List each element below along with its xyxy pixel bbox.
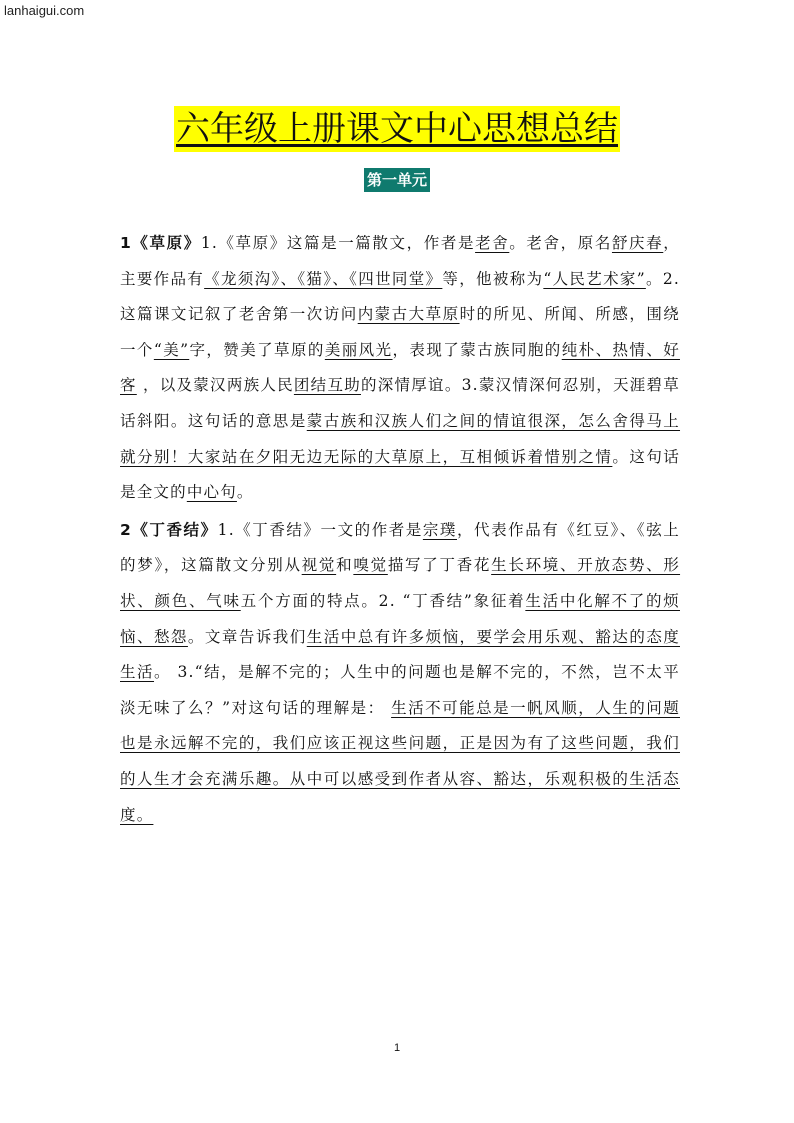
underlined-key-point: 纯朴、热情、好客 (120, 340, 680, 395)
paragraph-lesson-2 (120, 513, 680, 833)
underlined-key-point: 生活中化解不了的烦恼、愁怨 (120, 591, 680, 646)
page-title: 六年级上册课文中心思想总结 (174, 106, 620, 152)
underlined-key-point: 《龙须沟》、《猫》、《四世同堂》 (204, 269, 443, 288)
title-container (0, 106, 794, 152)
paragraph-text: 等，他被称为 (442, 269, 544, 288)
page-number: 1 (393, 1042, 401, 1054)
unit-container (0, 168, 794, 192)
paragraph-text: 。 (236, 483, 254, 502)
underlined-key-point: 舒庆春 (611, 234, 664, 252)
paragraph-text: 。老舍，原名 (509, 234, 612, 252)
lesson-heading: 1《草原》 (120, 234, 201, 252)
underlined-key-point: 蒙古族和汉族人们之间的情谊很深，怎么舍得马上就分别！大家站在夕阳无边无际的大草原上，互相倾诉着惜别之情 (120, 411, 681, 466)
paragraph-text: 的深情厚谊。3.蒙汉情深何忍别，天涯碧草话斜阳。这句话的意思是 (120, 376, 681, 430)
document-body (120, 226, 680, 833)
paragraph-text: 1.《草原》这篇是一篇散文，作者是 (200, 234, 476, 252)
paragraph-lesson-1 (120, 226, 680, 511)
paragraph-text: 描写了丁香花 (387, 556, 492, 575)
watermark-text: lanhaigui.com (4, 3, 85, 18)
paragraph-text: ，表现了蒙古族同胞的 (392, 340, 562, 359)
paragraph-text: 字，赞美了草原的 (189, 340, 325, 359)
paragraph-text: 。文章告诉我们 (187, 627, 307, 646)
underlined-key-point: 生活不可能总是一帆风顺，人生的问题也是永远解不完的，我们应该正视这些问题，正是因为有了这些问题，我们的人生才会充满乐趣。从中可以感受到作者从容、豁达，乐观积极的生活态度。 (120, 698, 680, 824)
underlined-key-point: 嗅觉 (353, 556, 388, 575)
paragraph-text: 1.《丁香结》一文的作者是 (217, 520, 423, 539)
paragraph-text: 时的所见、所闻、所感，围绕一个 (120, 305, 680, 359)
paragraph-text: 。这句话是全文的 (120, 447, 680, 502)
underlined-key-point: 视觉 (301, 556, 337, 575)
paragraph-text: ，代表作品有《红豆》、《弦上的梦》，这篇散文分别从 (120, 520, 680, 575)
paragraph-text: ，以及蒙汉两族人民 (136, 376, 294, 395)
unit-heading: 第一单元 (364, 168, 430, 192)
underlined-key-point: 老舍 (475, 234, 510, 252)
lesson-heading: 2《丁香结》 (120, 520, 218, 539)
underlined-key-point: 生长环境、开放态势、形状、颜色、气味 (120, 556, 681, 610)
paragraph-text: ，主要作品有 (120, 234, 680, 288)
underlined-key-point: 宗璞 (422, 520, 457, 539)
underlined-key-point: 中心句 (186, 483, 237, 502)
underlined-key-point: 团结互助 (293, 376, 361, 395)
underlined-key-point: “美” (153, 340, 190, 359)
paragraph-text: 和 (336, 556, 354, 575)
underlined-key-point: 内蒙古大草原 (357, 305, 460, 324)
paragraph-text: 。 3.“结，是解不完的；人生中的问题也是解不完的，不然，岂不太平淡无味了么？”对这句话的理解是： (120, 663, 680, 717)
underlined-key-point: 美丽风光 (324, 340, 393, 359)
paragraph-text: 。2. 这篇课文记叙了老舍第一次访问 (120, 269, 681, 324)
underlined-key-point: “人民艺术家” (543, 269, 646, 288)
underlined-key-point: 生活中总有许多烦恼，要学会用乐观、豁达的态度生活 (120, 627, 680, 682)
paragraph-text: 五个方面的特点。2. “丁香结”象征着 (240, 591, 526, 610)
